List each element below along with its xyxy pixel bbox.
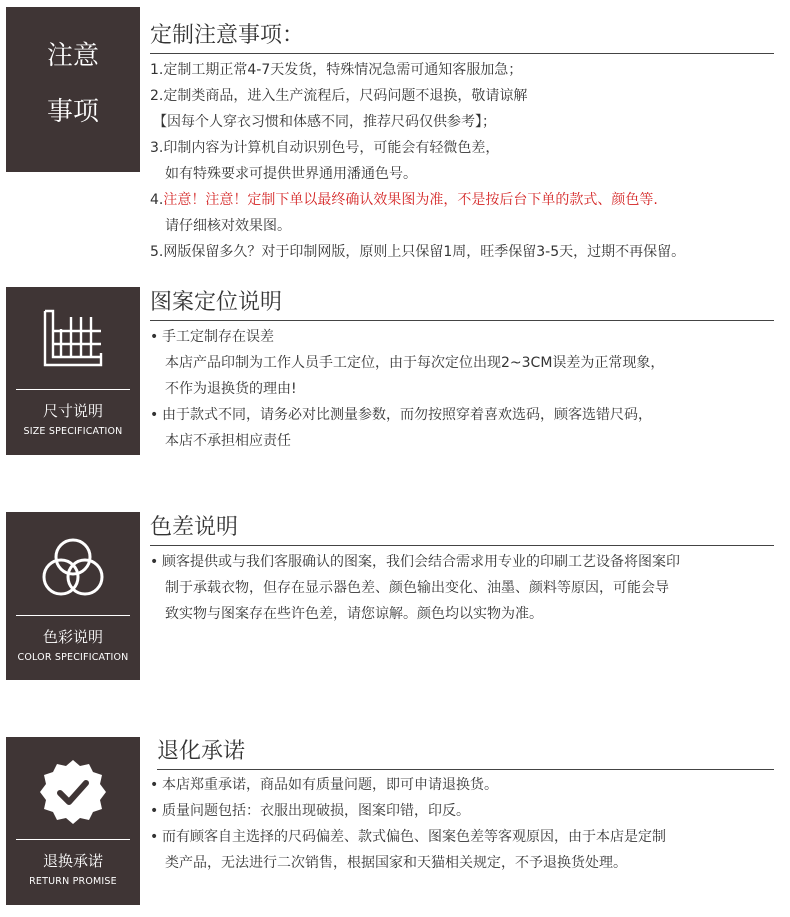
size-line-5: 本店不承担相应责任 [165, 433, 291, 449]
returns-line-4: 类产品，无法进行二次销售，根据国家和天猫相关规定，不予退换货处理。 [165, 855, 627, 871]
notice-line-2: 2.定制类商品，进入生产流程后，尺码问题不退换，敬请谅解 [150, 88, 528, 104]
returns-line-3: • 而有顾客自主选择的尺码偏差、款式偏色、图案色差等客观原因，由于本店是定制 [150, 824, 786, 850]
size-box-divider [16, 389, 130, 390]
size-caption-cn: 尺寸说明 [42, 402, 103, 420]
color-line-3: 致实物与图案存在些许色差，请您谅解。颜色均以实物为准。 [165, 606, 543, 622]
notice-line-3: 【因每个人穿衣习惯和体感不同，推荐尺码仅供参考】； [153, 114, 496, 130]
notice-line-6-prefix: 4. [150, 192, 164, 208]
notice-line-8: 5.网版保留多久？对于印制网版，原则上只保留1周，旺季保留3-5天，过期不再保留。 [150, 244, 686, 260]
size-line-1: • 手工定制存在误差 [150, 324, 786, 350]
size-line-3: 不作为退换货的理由! [165, 381, 297, 397]
notice-box-line1: 注意 [46, 41, 99, 71]
check-badge-icon [38, 757, 108, 827]
color-caption [6, 626, 140, 663]
returns-box [6, 737, 140, 905]
returns-caption-cn: 退换承诺 [42, 852, 103, 870]
size-caption [6, 400, 140, 437]
notice-title: 定制注意事项： [150, 18, 774, 54]
ruler-grid-icon [41, 309, 105, 371]
color-box [6, 512, 140, 680]
returns-caption [6, 850, 140, 887]
notice-line-5: 如有特殊要求可提供世界通用潘通色号。 [165, 166, 417, 182]
notice-line-1: 1.定制工期正常4-7天发货，特殊情况急需可通知客服加急； [150, 62, 523, 78]
three-circles-icon [38, 536, 108, 600]
returns-lines [150, 772, 786, 876]
color-caption-cn: 色彩说明 [42, 628, 103, 646]
notice-section [0, 0, 790, 275]
color-line-2: 制于承载衣物，但存在显示器色差、颜色输出变化、油墨、颜料等原因，可能会导 [165, 580, 669, 596]
color-box-divider [16, 615, 130, 616]
size-box [6, 287, 140, 455]
color-section [0, 505, 790, 695]
notice-warning-text: 注意！注意！定制下单以最终确认效果图为准，不是按后台下单的款式、颜色等. [163, 192, 658, 208]
size-lines [150, 324, 786, 454]
returns-title: 退化承诺 [157, 734, 774, 770]
size-section [0, 280, 790, 470]
returns-box-divider [16, 839, 130, 840]
color-caption-en: COLOR SPECIFICATION [17, 652, 129, 663]
returns-caption-en: RETURN PROMISE [29, 876, 117, 887]
notice-line-4: 3.印制内容为计算机自动识别色号，可能会有轻微色差， [150, 140, 500, 156]
size-line-4: • 由于款式不同，请务必对比测量参数，而勿按照穿着喜欢选码，顾客选错尺码， [150, 402, 786, 428]
size-title: 图案定位说明 [150, 285, 774, 321]
size-caption-en: SIZE SPECIFICATION [23, 426, 123, 437]
returns-section [0, 730, 790, 917]
notice-line-7: 请仔细核对效果图。 [165, 218, 291, 234]
color-line-1: • 顾客提供或与我们客服确认的图案，我们会结合需求用专业的印刷工艺设备将图案印 [150, 549, 786, 575]
returns-line-1: • 本店郑重承诺，商品如有质量问题，即可申请退换货。 [150, 772, 786, 798]
notice-line-6 [150, 187, 786, 213]
notice-box-line2: 事项 [46, 97, 99, 127]
size-line-2: 本店产品印制为工作人员手工定位，由于每次定位出现2~3CM误差为正常现象， [165, 355, 665, 371]
color-title: 色差说明 [150, 510, 774, 546]
notice-lines [150, 57, 786, 265]
returns-line-2: • 质量问题包括：衣服出现破损，图案印错，印反。 [150, 798, 786, 824]
color-lines [150, 549, 786, 627]
notice-box [6, 7, 140, 172]
